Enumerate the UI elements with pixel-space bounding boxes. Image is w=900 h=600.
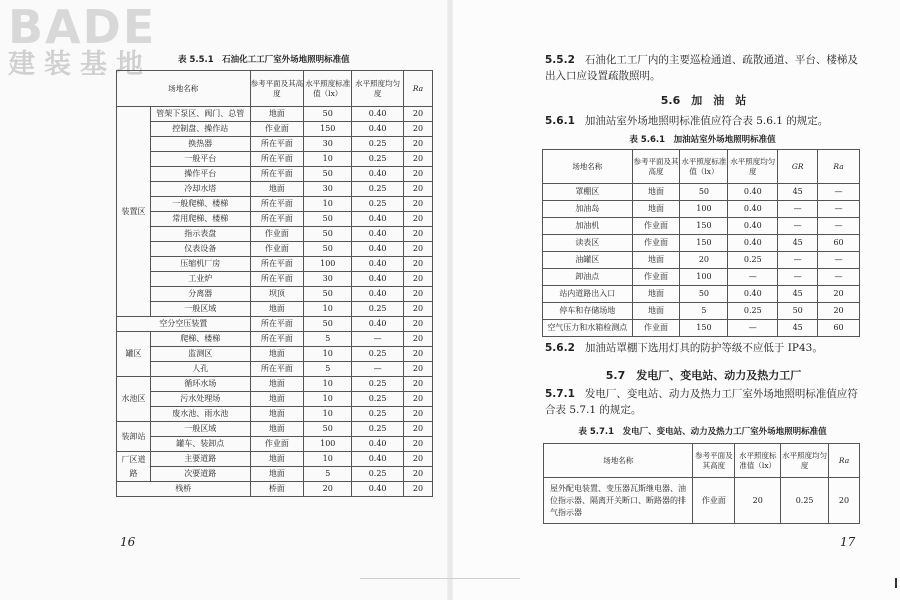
cell-site: 一般平台 [150, 152, 250, 167]
logo-main-text: BADE [8, 0, 157, 54]
cell-uniformity: 0.40 [352, 272, 404, 287]
section-heading-5-7: 5.7 发电厂、变电站、动力及热力工厂 [605, 369, 802, 382]
clause-text: 石油化工工厂内的主要巡检通道、疏散通道、平台、楼梯及出入口应设置疏散照明。 [545, 54, 858, 82]
cell-ra: 20 [404, 437, 433, 452]
section-heading-5-6: 5.6 加 油 站 [660, 94, 747, 107]
cell-uniformity: 0.25 [352, 152, 404, 167]
cell-site: 换热器 [150, 137, 250, 152]
cell-ra: 20 [404, 197, 433, 212]
cell-plane: 地面 [250, 407, 304, 422]
table-row [117, 152, 433, 167]
table-row [117, 407, 433, 422]
cell-site: 循环水场 [150, 377, 250, 392]
cell-site: 主要道路 [150, 452, 250, 467]
table-row [117, 212, 433, 227]
cell-lux: 10 [304, 152, 352, 167]
cell-site: 一般爬梯、楼梯 [150, 197, 250, 212]
table-row [117, 257, 433, 272]
cell-plane: 所在平面 [250, 212, 304, 227]
cell-ra: 20 [404, 137, 433, 152]
cell-site: 监测区 [150, 347, 250, 362]
cell-uniformity: 0.25 [352, 197, 404, 212]
cell-site: 污水处理场 [150, 392, 250, 407]
cell-gr: 45 [778, 184, 818, 201]
cell-plane: 地面 [250, 392, 304, 407]
cell-ra: 20 [818, 286, 860, 303]
table-row [543, 286, 860, 303]
header-ra: Ra [829, 444, 860, 478]
cell-lux: 10 [304, 452, 352, 467]
cell-plane: 所在平面 [250, 257, 304, 272]
table-row [117, 377, 433, 392]
header-uniformity: 水平照度均匀度 [728, 150, 778, 184]
cell-lux: 10 [304, 407, 352, 422]
cell-plane: 所在平面 [250, 152, 304, 167]
cell-site: 一般区域 [150, 302, 250, 317]
cell-plane: 作业面 [250, 437, 304, 452]
cell-plane: 所在平面 [250, 137, 304, 152]
cell-lux: 50 [304, 227, 352, 242]
cell-uniformity: 0.25 [352, 182, 404, 197]
cell-lux: 100 [304, 437, 352, 452]
cell-site: 空气压力和水箱检测点 [543, 320, 633, 337]
cell-site: 栈桥 [117, 482, 251, 497]
cell-lux: 5 [304, 467, 352, 482]
cell-uniformity: 0.40 [352, 227, 404, 242]
cell-plane: 所在平面 [250, 197, 304, 212]
cell-plane: 地面 [250, 107, 304, 122]
cell-uniformity: 0.25 [352, 377, 404, 392]
cell-uniformity: 0.40 [352, 287, 404, 302]
cell-ra: 20 [404, 422, 433, 437]
cell-plane: 坝顶 [250, 287, 304, 302]
cell-site: 爬梯、楼梯 [150, 332, 250, 347]
header-ra: Ra [818, 150, 860, 184]
cell-uniformity: 0.40 [728, 235, 778, 252]
cell-plane: 所在平面 [250, 317, 304, 332]
table-row [117, 422, 433, 437]
cell-group: 厂区道路 [117, 452, 151, 482]
clause-number: 5.5.2 [545, 54, 575, 66]
cell-site: 一般区域 [150, 422, 250, 437]
table-5-6-1-caption: 表 5.6.1 加油站室外场地照明标准值 [629, 135, 776, 145]
header-plane: 参考平面及其高度 [693, 444, 735, 478]
table-row [543, 218, 860, 235]
table-row [117, 392, 433, 407]
cell-uniformity: 0.25 [352, 467, 404, 482]
cell-plane: 所在平面 [250, 272, 304, 287]
cell-site: 控制盘、操作站 [150, 122, 250, 137]
cell-uniformity: 0.40 [352, 107, 404, 122]
cell-plane: 作业面 [632, 218, 680, 235]
cell-plane: 地面 [250, 422, 304, 437]
table-5-7-1 [543, 443, 860, 524]
clause-text: 发电厂、变电站、动力及热力工厂室外场地照明标准值应符合表 5.7.1 的规定。 [545, 388, 858, 416]
cell-ra: 20 [404, 482, 433, 497]
cell-plane: 地面 [250, 347, 304, 362]
cell-uniformity: 0.40 [352, 482, 404, 497]
cell-ra: 60 [818, 320, 860, 337]
cell-gr: 45 [778, 320, 818, 337]
cell-site: 罐车、装卸点 [150, 437, 250, 452]
cell-site: 分离器 [150, 287, 250, 302]
table-row [117, 287, 433, 302]
table-row [117, 122, 433, 137]
cell-lux: 20 [304, 482, 352, 497]
cell-site: 冷却水塔 [150, 182, 250, 197]
cell-lux: 100 [304, 257, 352, 272]
table-header-row [544, 444, 860, 478]
cell-uniformity: 0.40 [352, 242, 404, 257]
cell-uniformity: 0.40 [728, 218, 778, 235]
cell-site: 工业炉 [150, 272, 250, 287]
book-gutter [447, 0, 453, 600]
cell-ra: 20 [829, 478, 860, 524]
cell-lux: 100 [680, 269, 728, 286]
clause-number: 5.6.2 [545, 342, 575, 354]
cell-lux: 50 [304, 422, 352, 437]
cell-ra: 20 [404, 257, 433, 272]
cell-ra: 20 [404, 272, 433, 287]
header-uniformity: 水平照度均匀度 [352, 71, 404, 107]
cell-lux: 100 [680, 201, 728, 218]
cell-uniformity: 0.40 [352, 167, 404, 182]
header-gr: GR [778, 150, 818, 184]
cell-lux: 50 [304, 242, 352, 257]
header-site: 场地名称 [543, 150, 633, 184]
cell-uniformity: 0.25 [352, 347, 404, 362]
cell-site: 仪表设备 [150, 242, 250, 257]
cell-site: 加油岛 [543, 201, 633, 218]
cell-group: 罐区 [117, 332, 151, 377]
cell-plane: 作业面 [632, 320, 680, 337]
table-row [543, 269, 860, 286]
table-row [117, 302, 433, 317]
table-row [544, 478, 860, 524]
cell-site: 空分空压装置 [117, 317, 251, 332]
cell-lux: 50 [680, 286, 728, 303]
cell-ra: 20 [404, 152, 433, 167]
cell-uniformity: 0.40 [352, 122, 404, 137]
cell-plane: 所在平面 [250, 167, 304, 182]
table-5-7-1-caption: 表 5.7.1 发电厂、变电站、动力及热力工厂室外场地照明标准值 [578, 427, 827, 437]
table-row [117, 347, 433, 362]
cell-ra: 20 [404, 122, 433, 137]
table-row [117, 167, 433, 182]
cell-lux: 50 [304, 107, 352, 122]
cell-uniformity: 0.40 [352, 437, 404, 452]
cell-uniformity: 0.25 [352, 407, 404, 422]
cell-site: 指示表盘 [150, 227, 250, 242]
cell-ra: 20 [404, 317, 433, 332]
table-row [543, 303, 860, 320]
table-row [117, 437, 433, 452]
cell-lux: 10 [304, 197, 352, 212]
cell-site: 加油机 [543, 218, 633, 235]
cell-ra: 20 [404, 302, 433, 317]
scan-artifact [360, 578, 520, 579]
cell-plane: 地面 [250, 452, 304, 467]
cell-uniformity: 0.25 [352, 302, 404, 317]
cell-plane: 地面 [250, 182, 304, 197]
cell-plane: 所在平面 [250, 362, 304, 377]
cell-lux: 10 [304, 392, 352, 407]
cell-uniformity: 0.40 [352, 257, 404, 272]
cell-site: 油罐区 [543, 252, 633, 269]
cell-plane: 桥面 [250, 482, 304, 497]
cell-gr: — [778, 269, 818, 286]
table-row [543, 201, 860, 218]
cell-plane: 地面 [632, 184, 680, 201]
table-5-6-1-body [543, 184, 860, 337]
cell-ra: 20 [818, 303, 860, 320]
cell-gr: 50 [778, 303, 818, 320]
cell-lux: 5 [304, 362, 352, 377]
cell-ra: — [818, 184, 860, 201]
cell-lux: 50 [304, 212, 352, 227]
cell-group: 装卸站 [117, 422, 151, 452]
cell-lux: 30 [304, 182, 352, 197]
table-row [117, 182, 433, 197]
cell-uniformity: 0.40 [728, 286, 778, 303]
table-row [117, 242, 433, 257]
cell-ra: 20 [404, 362, 433, 377]
cell-site: 读表区 [543, 235, 633, 252]
cell-ra: 20 [404, 332, 433, 347]
header-lux: 水平照度标准值（lx） [680, 150, 728, 184]
cell-gr: — [778, 201, 818, 218]
cell-lux: 50 [304, 287, 352, 302]
table-row [117, 227, 433, 242]
table-header-row [543, 150, 860, 184]
cell-lux: 150 [304, 122, 352, 137]
cell-plane: 作业面 [250, 227, 304, 242]
cell-ra: — [818, 252, 860, 269]
cell-site: 屋外配电装置、变压器瓦斯继电器、油位指示器、隔离开关断口、断路器的排气指示器 [544, 478, 693, 524]
cell-plane: 地面 [632, 303, 680, 320]
cell-site: 废水池、雨水池 [150, 407, 250, 422]
header-site: 场地名称 [117, 71, 251, 107]
edge-mark [895, 578, 897, 588]
clause-number: 5.6.1 [545, 115, 575, 127]
cell-lux: 50 [304, 167, 352, 182]
cell-lux: 10 [304, 302, 352, 317]
cell-uniformity: 0.40 [728, 201, 778, 218]
cell-ra: 20 [404, 392, 433, 407]
cell-site: 罩棚区 [543, 184, 633, 201]
cell-ra: 20 [404, 467, 433, 482]
cell-uniformity: — [728, 320, 778, 337]
cell-uniformity: 0.40 [352, 212, 404, 227]
header-site: 场地名称 [544, 444, 693, 478]
table-5-6-1 [542, 149, 860, 337]
cell-lux: 20 [735, 478, 781, 524]
cell-gr: — [778, 252, 818, 269]
table-header-row [117, 71, 433, 107]
bade-logo [8, 0, 178, 80]
clause-5-6-1 [545, 113, 865, 129]
header-uniformity: 水平照度均匀度 [781, 444, 829, 478]
cell-gr: 45 [778, 235, 818, 252]
header-plane: 参考平面及其高度 [632, 150, 680, 184]
cell-gr: — [778, 218, 818, 235]
table-row [543, 252, 860, 269]
cell-uniformity: 0.40 [352, 452, 404, 467]
cell-uniformity: 0.25 [352, 137, 404, 152]
cell-lux: 10 [304, 377, 352, 392]
cell-site: 停车和存储场地 [543, 303, 633, 320]
cell-site: 管架下泵区、阀门、总管 [150, 107, 250, 122]
cell-site: 次要道路 [150, 467, 250, 482]
cell-ra: 20 [404, 452, 433, 467]
cell-uniformity: — [728, 269, 778, 286]
cell-plane: 地面 [632, 286, 680, 303]
page-number-left: 16 [120, 535, 136, 549]
cell-lux: 50 [680, 184, 728, 201]
cell-uniformity: 0.25 [352, 422, 404, 437]
cell-ra: 20 [404, 212, 433, 227]
table-5-5-1-body [117, 107, 433, 497]
table-row [117, 107, 433, 122]
cell-ra: 20 [404, 347, 433, 362]
cell-lux: 20 [680, 252, 728, 269]
cell-lux: 5 [680, 303, 728, 320]
cell-uniformity: 0.40 [728, 184, 778, 201]
cell-group: 装置区 [117, 107, 151, 317]
cell-uniformity: 0.25 [728, 252, 778, 269]
table-row [543, 184, 860, 201]
table-row [117, 197, 433, 212]
cell-plane: 作业面 [632, 269, 680, 286]
cell-site: 压缩机厂房 [150, 257, 250, 272]
cell-uniformity: 0.25 [728, 303, 778, 320]
clause-5-5-2 [545, 52, 860, 84]
logo-sub-text: 建装基地 [8, 49, 152, 80]
cell-uniformity: — [352, 362, 404, 377]
clause-number: 5.7.1 [545, 388, 575, 400]
cell-site: 操作平台 [150, 167, 250, 182]
cell-plane: 所在平面 [250, 332, 304, 347]
cell-uniformity: 0.25 [781, 478, 829, 524]
cell-lux: 10 [304, 347, 352, 362]
table-row [117, 482, 433, 497]
cell-ra: 60 [818, 235, 860, 252]
header-plane: 参考平面及其高度 [250, 71, 304, 107]
cell-lux: 50 [304, 317, 352, 332]
cell-plane: 作业面 [250, 242, 304, 257]
table-5-5-1 [116, 70, 433, 497]
cell-ra: — [818, 218, 860, 235]
cell-ra: — [818, 201, 860, 218]
table-row [117, 332, 433, 347]
cell-plane: 作业面 [632, 235, 680, 252]
cell-site: 人孔 [150, 362, 250, 377]
cell-lux: 150 [680, 235, 728, 252]
table-row [117, 467, 433, 482]
cell-site: 站内道路出入口 [543, 286, 633, 303]
table-row [117, 317, 433, 332]
cell-ra: — [818, 269, 860, 286]
cell-lux: 150 [680, 320, 728, 337]
cell-ra: 20 [404, 407, 433, 422]
table-row [543, 235, 860, 252]
cell-uniformity: — [352, 332, 404, 347]
cell-plane: 地面 [632, 252, 680, 269]
clause-text: 加油站室外场地照明标准值应符合表 5.6.1 的规定。 [584, 115, 829, 127]
cell-lux: 30 [304, 272, 352, 287]
cell-plane: 作业面 [250, 122, 304, 137]
cell-gr: 45 [778, 286, 818, 303]
table-row [117, 362, 433, 377]
cell-ra: 20 [404, 377, 433, 392]
cell-group: 水池区 [117, 377, 151, 422]
table-row [117, 137, 433, 152]
cell-ra: 20 [404, 182, 433, 197]
cell-lux: 30 [304, 137, 352, 152]
header-lux: 水平照度标准值（lx） [304, 71, 352, 107]
table-row [117, 452, 433, 467]
cell-lux: 5 [304, 332, 352, 347]
cell-plane: 地面 [250, 377, 304, 392]
clause-5-7-1 [545, 386, 865, 418]
cell-plane: 地面 [250, 467, 304, 482]
cell-lux: 150 [680, 218, 728, 235]
clause-5-6-2 [545, 340, 865, 356]
cell-ra: 20 [404, 107, 433, 122]
cell-site: 常用爬梯、楼梯 [150, 212, 250, 227]
cell-ra: 20 [404, 287, 433, 302]
cell-plane: 作业面 [693, 478, 735, 524]
cell-uniformity: 0.25 [352, 392, 404, 407]
cell-ra: 20 [404, 167, 433, 182]
clause-text: 加油站罩棚下选用灯具的防护等级不应低于 IP43。 [584, 342, 823, 354]
cell-site: 卸油点 [543, 269, 633, 286]
header-ra: Ra [404, 71, 433, 107]
page-number-right: 17 [840, 535, 856, 549]
cell-plane: 地面 [632, 201, 680, 218]
table-row [117, 272, 433, 287]
cell-ra: 20 [404, 227, 433, 242]
cell-ra: 20 [404, 242, 433, 257]
header-lux: 水平照度标准值（lx） [735, 444, 781, 478]
table-row [543, 320, 860, 337]
table-5-5-1-caption: 表 5.5.1 石油化工工厂室外场地照明标准值 [178, 55, 350, 65]
cell-uniformity: 0.40 [352, 317, 404, 332]
cell-plane: 地面 [250, 302, 304, 317]
